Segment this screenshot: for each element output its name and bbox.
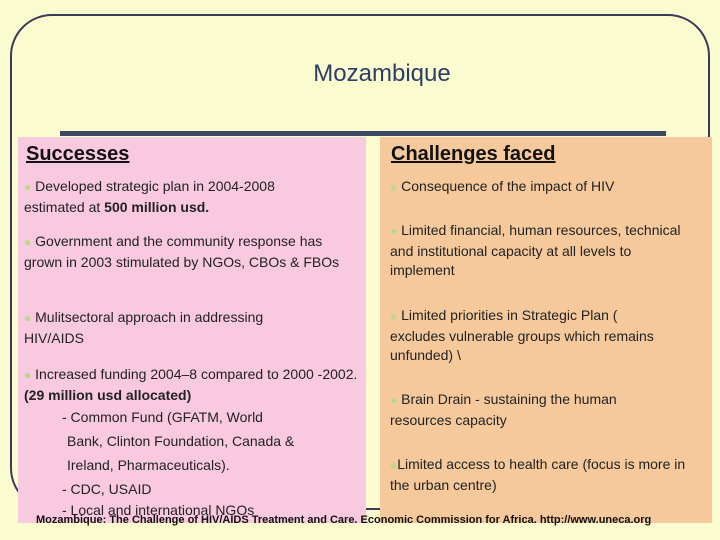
funding-source-line: - CDC, USAID — [62, 481, 152, 497]
bullet-icon: ● — [390, 224, 398, 238]
successes-item-4: ● Increased funding 2004–8 compared to 2000 -2002. (29 million usd allocated) — [24, 366, 358, 403]
successes-heading: Successes — [26, 143, 130, 165]
funding-source-line: Ireland, Pharmaceuticals). — [67, 457, 230, 473]
challenges-item-5: ●Limited access to health care (focus is more in the urban centre) — [390, 456, 686, 493]
challenges-panel — [380, 137, 712, 523]
bullet-icon: ● — [24, 180, 32, 194]
bullet-icon: ● — [390, 180, 398, 194]
bullet-icon: ● — [24, 368, 32, 382]
funding-source-line: Bank, Clinton Foundation, Canada & — [67, 433, 295, 449]
bullet-icon: ● — [24, 235, 32, 249]
bullet-icon: ● — [390, 309, 398, 323]
slide-title: Mozambique — [313, 60, 451, 87]
funding-sources-list — [62, 405, 362, 519]
challenges-item-1: ● Consequence of the impact of HIV — [390, 178, 615, 194]
challenges-item-2: ● Limited financial, human resources, technical and institutional capacity at all levels to implement — [390, 222, 681, 278]
bullet-icon: ● — [390, 458, 398, 472]
successes-panel — [18, 137, 366, 523]
bullet-icon: ● — [390, 393, 398, 407]
challenges-item-4: ● Brain Drain - sustaining the human resources capacity — [390, 391, 617, 428]
title-divider — [60, 131, 666, 136]
challenges-heading: Challenges faced — [391, 143, 556, 165]
successes-item-3: ● Mulitsectoral approach in addressing HIV/AIDS — [24, 309, 264, 346]
funding-source-line: - Common Fund (GFATM, World — [62, 409, 263, 425]
bullet-icon: ● — [24, 311, 32, 325]
source-citation: Mozambique: The Challenge of HIV/AIDS Treatment and Care. Economic Commission for Africa. http://www.uneca.org — [36, 514, 652, 526]
successes-item-1: ● Developed strategic plan in 2004-2008 estimated at 500 million usd. — [24, 178, 275, 215]
funding-source-line: - Local and international NGOs — [62, 502, 255, 518]
challenges-item-3: ● Limited priorities in Strategic Plan ( excludes vulnerable groups which remains unfunded) \ — [390, 307, 654, 363]
successes-item-2: ● Government and the community response has grown in 2003 stimulated by NGOs, CBOs & FBOs — [24, 233, 340, 270]
